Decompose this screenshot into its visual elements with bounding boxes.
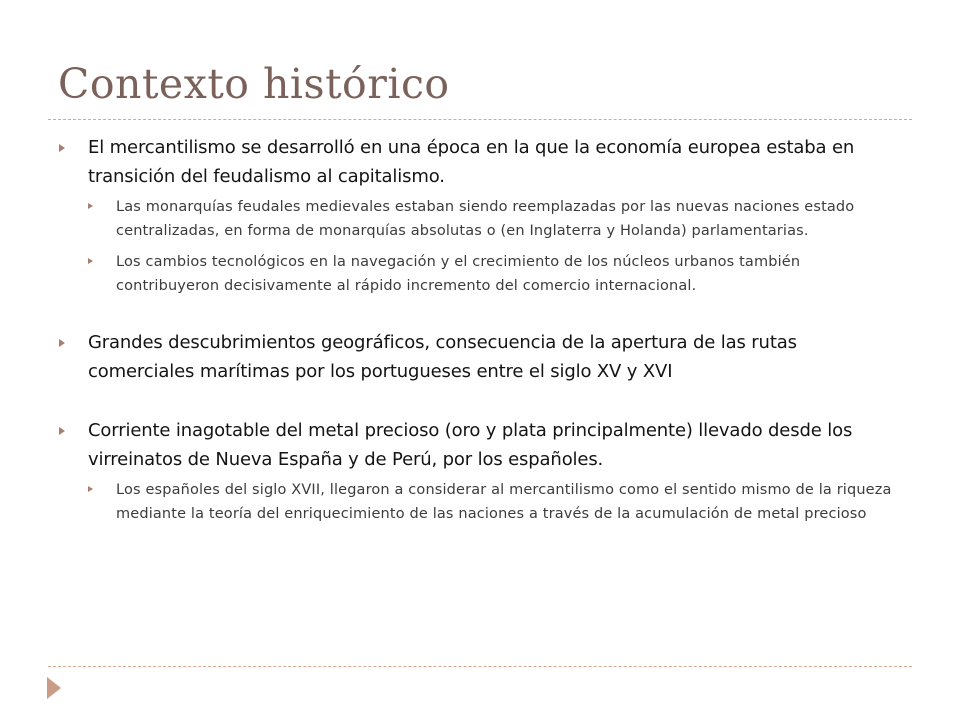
- triangle-right-icon: [59, 339, 65, 347]
- bullet-item: [56, 133, 906, 298]
- triangle-right-icon: [59, 427, 65, 435]
- sub-bullet-text: Los españoles del siglo XVII, llegaron a considerar al mercantilismo como el sentido mismo de la riqueza mediante la teoría del enriquecimiento de las naciones a través de la acumulación de metal precioso: [116, 482, 892, 522]
- triangle-right-icon: [88, 258, 93, 264]
- bullet-list: [56, 133, 906, 526]
- bullet-text: Corriente inagotable del metal precioso (oro y plata principalmente) llevado desde los virreinatos de Nueva España y de Perú, por los españoles.: [88, 420, 853, 470]
- sub-bullet-list: [88, 195, 906, 298]
- footer-divider: [48, 666, 912, 667]
- triangle-right-icon: [88, 486, 93, 492]
- bullet-item: [56, 416, 906, 526]
- triangle-right-icon: [59, 144, 65, 152]
- sub-bullet-item: [88, 478, 906, 526]
- bullet-item: [56, 328, 906, 386]
- slide-title: Contexto histórico: [58, 60, 450, 108]
- bullet-text: El mercantilismo se desarrolló en una época en la que la economía europea estaba en transición del feudalismo al capitalismo.: [88, 137, 855, 187]
- triangle-right-icon: [88, 203, 93, 209]
- bullet-text: Grandes descubrimientos geográficos, consecuencia de la apertura de las rutas comerciales marítimas por los portugueses entre el siglo XV y XVI: [88, 332, 797, 382]
- sub-bullet-text: Las monarquías feudales medievales estaban siendo reemplazadas por las nuevas naciones estado centralizadas, en forma de monarquías absolutas o (en Inglaterra y Holanda) parlamentarias.: [116, 199, 855, 239]
- sub-bullet-item: [88, 195, 906, 243]
- sub-bullet-text: Los cambios tecnológicos en la navegación y el crecimiento de los núcleos urbanos también contribuyeron decisivamente al rápido incremento del comercio internacional.: [116, 254, 801, 294]
- sub-bullet-list: [88, 478, 906, 526]
- corner-triangle-icon: [47, 677, 61, 699]
- sub-bullet-item: [88, 250, 906, 298]
- title-divider: [48, 119, 912, 120]
